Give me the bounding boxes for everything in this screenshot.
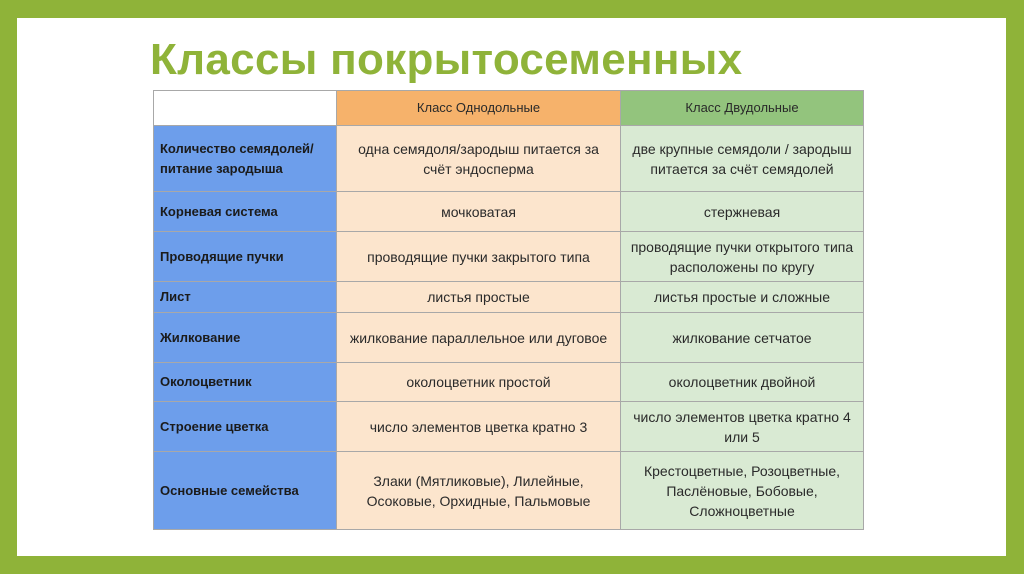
table-row <box>154 402 864 452</box>
table-row <box>154 282 864 313</box>
dicot-cell: Крестоцветные, Розоцветные, Паслёновые, Бобовые, Сложноцветные <box>621 452 864 530</box>
dicot-cell: число элементов цветка кратно 4 или 5 <box>621 402 864 452</box>
table-row <box>154 126 864 192</box>
table-row <box>154 232 864 282</box>
row-label: Строение цветка <box>154 402 337 452</box>
header-dicots: Класс Двудольные <box>621 91 864 126</box>
monocot-cell: одна семядоля/зародыш питается за счёт эндосперма <box>337 126 621 192</box>
monocot-cell: число элементов цветка кратно 3 <box>337 402 621 452</box>
dicot-cell: проводящие пучки открытого типа расположены по кругу <box>621 232 864 282</box>
table-row <box>154 313 864 363</box>
row-label: Количество семядолей/ питание зародыша <box>154 126 337 192</box>
table-row <box>154 452 864 530</box>
dicot-cell: листья простые и сложные <box>621 282 864 313</box>
monocot-cell: проводящие пучки закрытого типа <box>337 232 621 282</box>
dicot-cell: две крупные семядоли / зародыш питается за счёт семядолей <box>621 126 864 192</box>
header-monocots: Класс Однодольные <box>337 91 621 126</box>
row-label: Проводящие пучки <box>154 232 337 282</box>
row-label: Лист <box>154 282 337 313</box>
monocot-cell: листья простые <box>337 282 621 313</box>
dicot-cell: стержневая <box>621 192 864 232</box>
row-label: Основные семейства <box>154 452 337 530</box>
monocot-cell: околоцветник простой <box>337 363 621 402</box>
comparison-table <box>153 90 864 530</box>
row-label: Жилкование <box>154 313 337 363</box>
header-corner <box>154 91 337 126</box>
dicot-cell: жилкование сетчатое <box>621 313 864 363</box>
monocot-cell: мочковатая <box>337 192 621 232</box>
row-label: Корневая система <box>154 192 337 232</box>
table-header-row <box>154 91 864 126</box>
dicot-cell: околоцветник двойной <box>621 363 864 402</box>
monocot-cell: жилкование параллельное или дуговое <box>337 313 621 363</box>
monocot-cell: Злаки (Мятликовые), Лилейные, Осоковые, Орхидные, Пальмовые <box>337 452 621 530</box>
slide <box>17 18 1006 556</box>
page-title: Классы покрытосеменных <box>150 35 743 84</box>
table-row <box>154 192 864 232</box>
row-label: Околоцветник <box>154 363 337 402</box>
table-row <box>154 363 864 402</box>
